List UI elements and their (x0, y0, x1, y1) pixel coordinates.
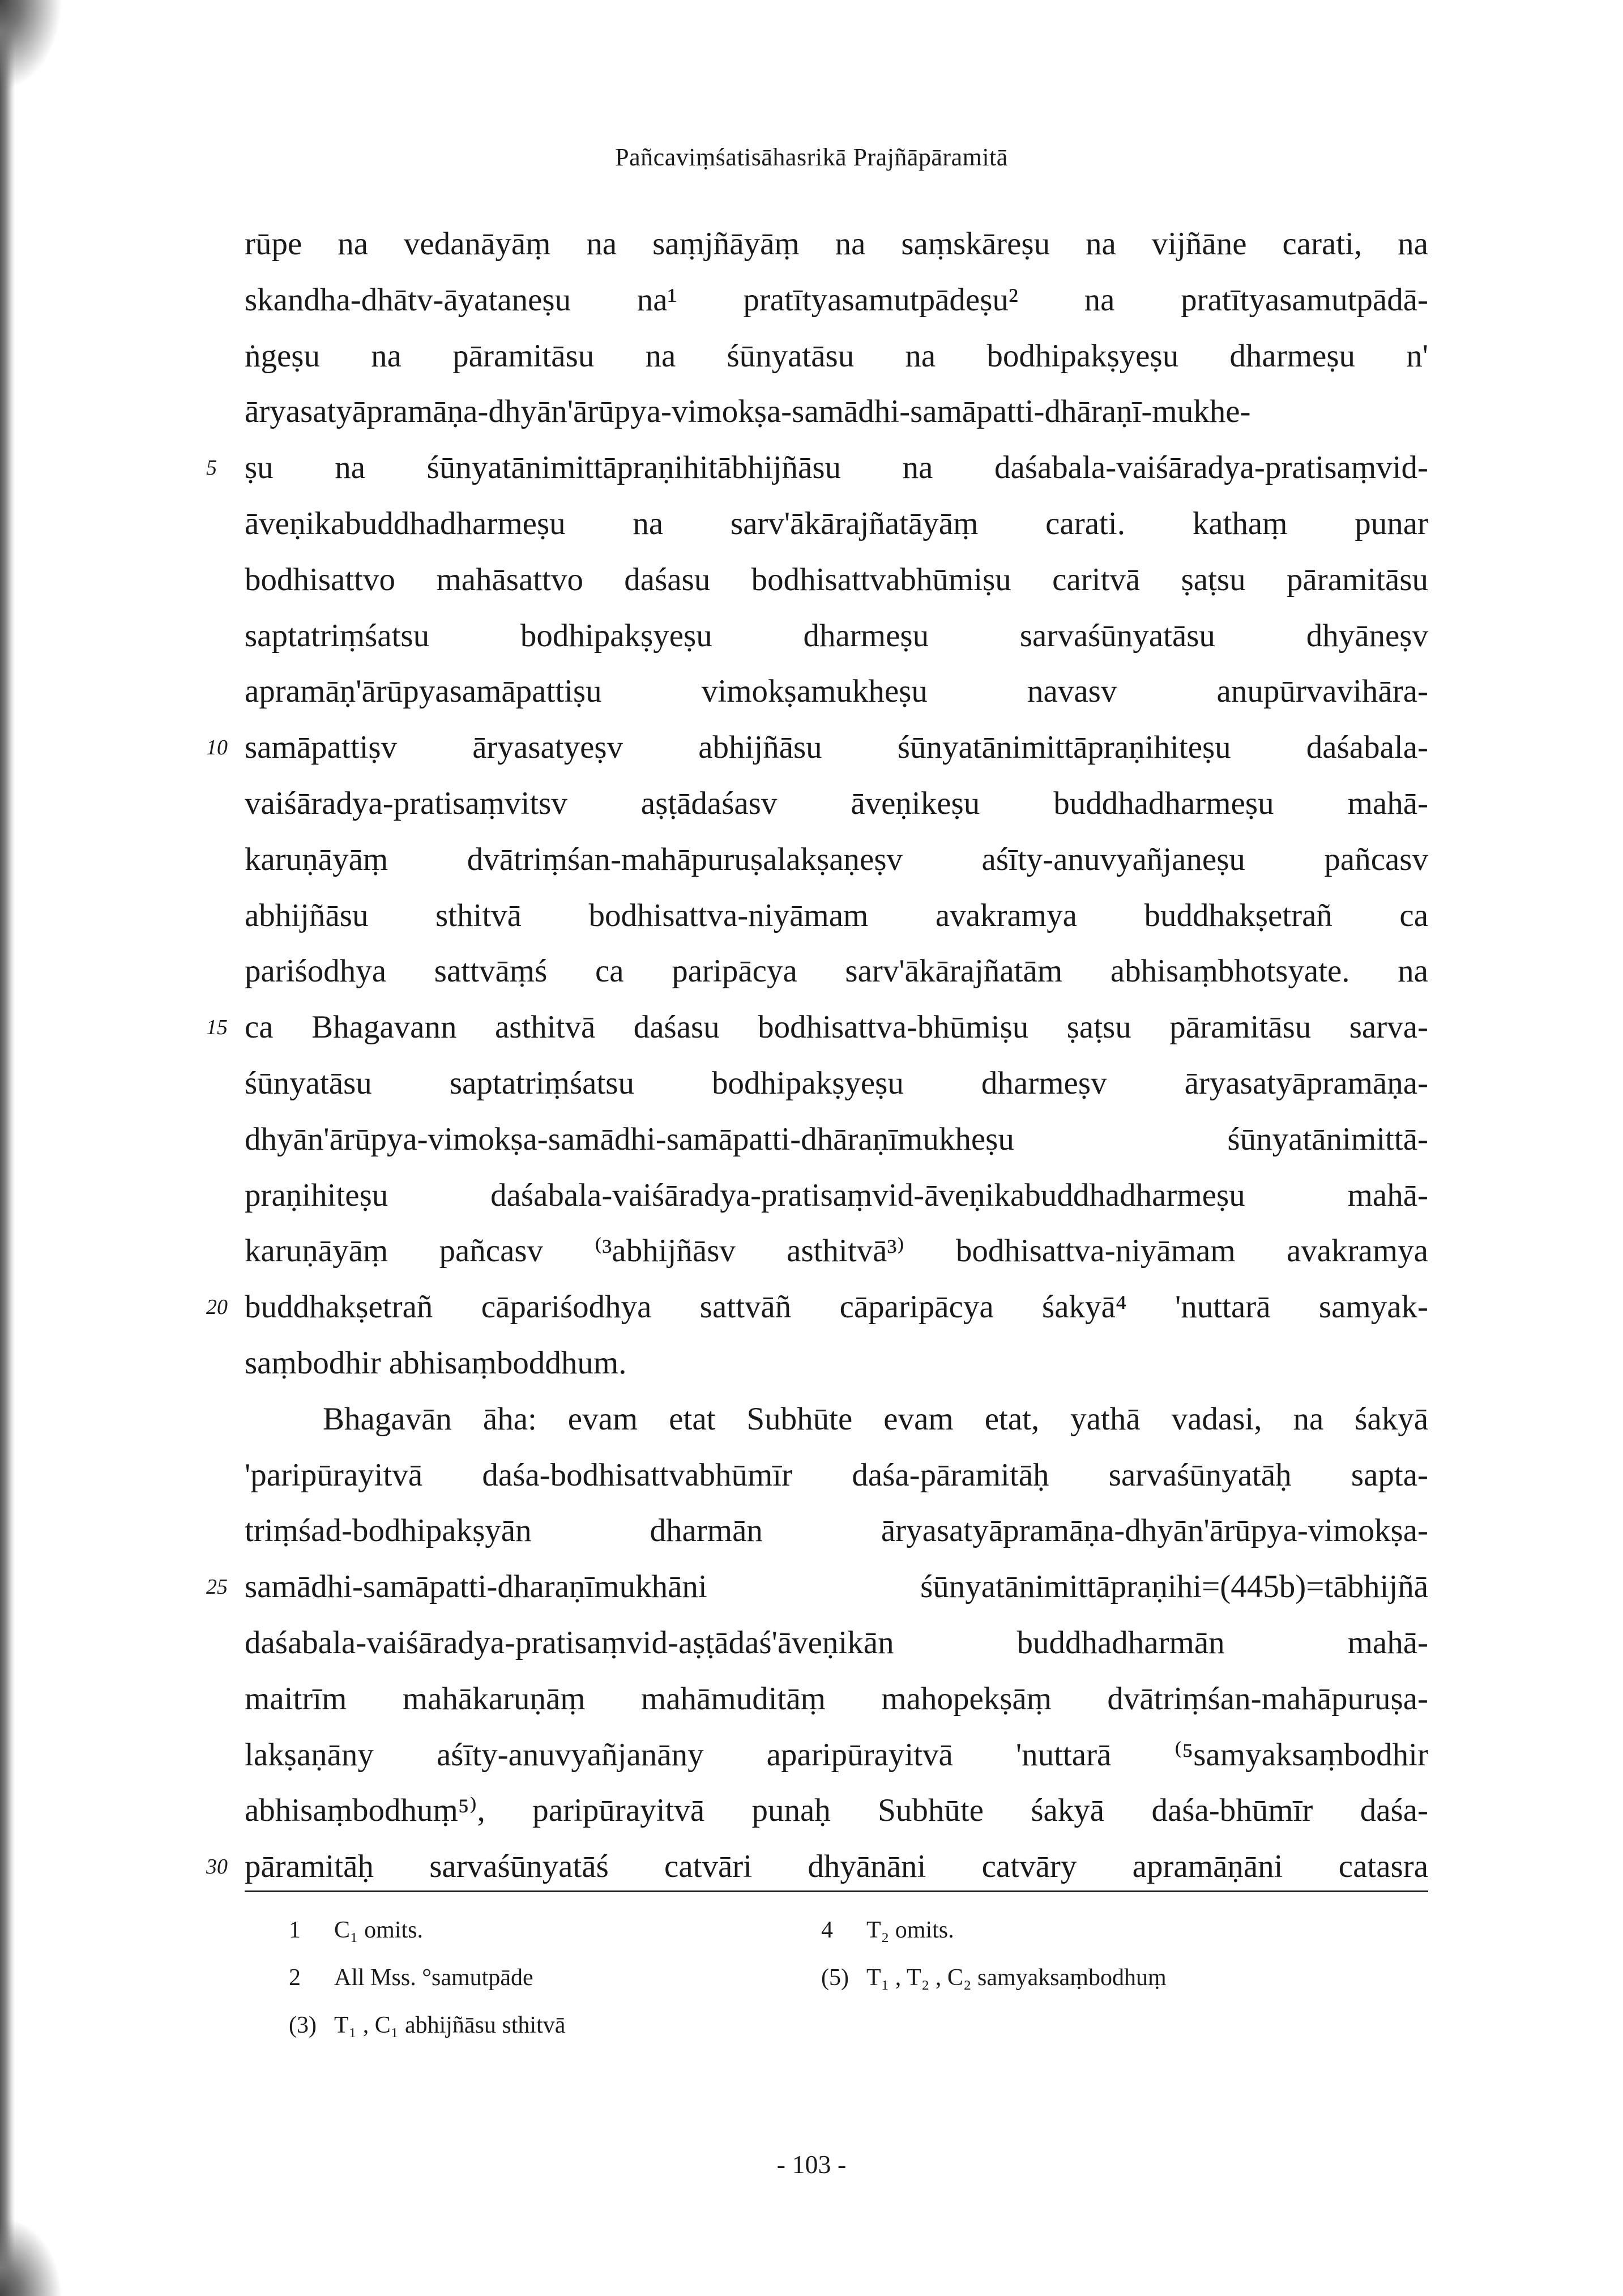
line-text: apramāṇ'ārūpyasamāpattiṣu vimokṣamukheṣu navasv anupūrvavihāra- (245, 673, 1428, 710)
line-text: vaiśāradya-pratisaṃvitsv aṣṭādaśasv āveṇikeṣu buddhadharmeṣu mahā- (245, 785, 1428, 821)
text-line (245, 608, 1428, 664)
text-line (245, 832, 1428, 888)
text-line (245, 944, 1428, 1000)
line-text: saṃbodhir abhisaṃboddhum. (245, 1345, 627, 1381)
text-line (245, 776, 1428, 832)
text-line (206, 1559, 1428, 1615)
text-line (206, 1839, 1428, 1895)
text-line (245, 552, 1428, 608)
line-text: karuṇāyāṃ pañcasv ⁽³abhijñāsv asthitvā³⁾ bodhisattva-niyāmam avakramya (245, 1233, 1428, 1269)
scan-shadow-bottom (0, 2217, 62, 2296)
footnote (289, 1913, 821, 1947)
footnote-text: T₂ omits. (866, 1917, 954, 1943)
footnote (289, 1961, 821, 1995)
line-text: bodhisattvo mahāsattvo daśasu bodhisattvabhūmiṣu caritvā ṣaṭsu pāramitāsu (245, 561, 1428, 598)
scan-shadow-top (0, 0, 62, 91)
text-line (245, 1615, 1428, 1671)
line-text: pāramitāḥ sarvaśūnyatāś catvāri dhyānāni catvāry apramāṇāni catasra (245, 1849, 1428, 1885)
line-text: ṣu na śūnyatānimittāpraṇihitābhijñāsu na daśabala-vaiśāradya-pratisaṃvid- (245, 450, 1428, 486)
text-line (245, 888, 1428, 944)
text-line (206, 1279, 1428, 1335)
text-line (206, 1000, 1428, 1056)
line-number: 30 (206, 1855, 228, 1879)
text-line (206, 720, 1428, 776)
line-number: 10 (206, 736, 228, 760)
text-line (245, 1671, 1428, 1727)
line-number: 20 (206, 1295, 228, 1320)
line-text: abhisaṃbodhuṃ⁵⁾, paripūrayitvā punaḥ Subhūte śakyā daśa-bhūmīr daśa- (245, 1793, 1428, 1829)
line-text: samāpattiṣv āryasatyeṣv abhijñāsu śūnyatānimittāpraṇihiteṣu daśabala- (245, 729, 1428, 766)
footnote-key: 1 (289, 1917, 301, 1943)
text-line (245, 1335, 1428, 1392)
footnote-text: T₁ , T₂ , C₂ samyaksaṃbodhuṃ (866, 1965, 1167, 1991)
line-text: maitrīm mahākaruṇāṃ mahāmuditāṃ mahopekṣāṃ dvātriṃśan-mahāpuruṣa- (245, 1680, 1428, 1717)
line-text: āryasatyāpramāṇa-dhyān'ārūpya-vimokṣa-samādhi-samāpatti-dhāraṇī-mukhe- (245, 394, 1251, 430)
running-head: Pañcaviṃśatisāhasrikā Prajñāpāramitā (615, 143, 1008, 171)
text-line (245, 1783, 1428, 1839)
footnote-key: 4 (821, 1917, 833, 1943)
footnote-text: All Mss. °samutpāde (334, 1965, 533, 1991)
line-text: 'paripūrayitvā daśa-bodhisattvabhūmīr daśa-pāramitāḥ sarvaśūnyatāḥ sapta- (245, 1457, 1428, 1493)
text-line (245, 1056, 1428, 1112)
footnote-text: T₁ , C₁ abhijñāsu sthitvā (334, 2012, 566, 2038)
line-text: saptatriṃśatsu bodhipakṣyeṣu dharmeṣu sarvaśūnyatāsu dhyāneṣv (245, 617, 1428, 654)
text-line (245, 496, 1428, 552)
text-line (245, 1168, 1428, 1224)
page-number: - 103 - (776, 2150, 847, 2179)
text-line (245, 664, 1428, 720)
line-text: daśabala-vaiśāradya-pratisaṃvid-aṣṭādaś'āveṇikān buddhadharmān mahā- (245, 1624, 1428, 1661)
line-text: ca Bhagavann asthitvā daśasu bodhisattva-bhūmiṣu ṣaṭsu pāramitāsu sarva- (245, 1009, 1428, 1045)
text-line (206, 440, 1428, 496)
footnotes (289, 1913, 1421, 2042)
line-number: 25 (206, 1575, 228, 1599)
text-line (245, 328, 1428, 385)
line-text: praṇihiteṣu daśabala-vaiśāradya-pratisaṃvid-āveṇikabuddhadharmeṣu mahā- (245, 1177, 1428, 1213)
line-text: rūpe na vedanāyāṃ na saṃjñāyāṃ na saṃskāreṣu na vijñāne carati, na (245, 226, 1428, 262)
text-line (245, 1727, 1428, 1783)
line-text: āveṇikabuddhadharmeṣu na sarv'ākārajñatāyāṃ carati. kathaṃ punar (245, 505, 1428, 541)
line-text: abhijñāsu sthitvā bodhisattva-niyāmam avakramya buddhakṣetrañ ca (245, 897, 1428, 933)
text-line (245, 384, 1428, 440)
footnote-text: C₁ omits. (334, 1917, 424, 1943)
scan-shadow-edge (0, 0, 15, 2296)
footnote-key: (5) (821, 1965, 849, 1991)
line-text: Bhagavān āha: evam etat Subhūte evam etat, yathā vadasi, na śakyā (323, 1401, 1428, 1437)
footnote-divider (245, 1890, 1428, 1892)
text-line (245, 216, 1428, 272)
line-text: lakṣaṇāny aśīty-anuvyañjanāny aparipūrayitvā 'nuttarā ⁽⁵samyaksaṃbodhir (245, 1736, 1428, 1773)
main-text (206, 216, 1428, 1895)
text-line (245, 1503, 1428, 1559)
footnote (289, 2008, 821, 2042)
line-text: skandha-dhātv-āyataneṣu na¹ pratītyasamutpādeṣu² na pratītyasamutpādā- (245, 281, 1428, 318)
footnote (821, 1913, 1387, 1947)
line-number: 5 (206, 456, 217, 480)
text-line (245, 272, 1428, 328)
text-line (245, 1223, 1428, 1279)
line-text: triṃśad-bodhipakṣyān dharmān āryasatyāpramāṇa-dhyān'ārūpya-vimokṣa- (245, 1513, 1428, 1549)
line-text: buddhakṣetrañ cāpariśodhya sattvāñ cāparipācya śakyā⁴ 'nuttarā samyak- (245, 1289, 1428, 1325)
line-text: pariśodhya sattvāṃś ca paripācya sarv'ākārajñatām abhisaṃbhotsyate. na (245, 953, 1428, 989)
footnote-key: (3) (289, 2012, 317, 2038)
footnote-key: 2 (289, 1965, 301, 1991)
line-text: karuṇāyāṃ dvātriṃśan-mahāpuruṣalakṣaṇeṣv aśīty-anuvyañjaneṣu pañcasv (245, 841, 1428, 877)
line-number: 15 (206, 1015, 228, 1040)
line-text: śūnyatāsu saptatriṃśatsu bodhipakṣyeṣu dharmeṣv āryasatyāpramāṇa- (245, 1065, 1428, 1101)
text-line (245, 1392, 1428, 1448)
line-text: dhyān'ārūpya-vimokṣa-samādhi-samāpatti-dhāraṇīmukheṣu śūnyatānimittā- (245, 1121, 1428, 1157)
text-line (245, 1112, 1428, 1168)
line-text: ṅgeṣu na pāramitāsu na śūnyatāsu na bodhipakṣyeṣu dharmeṣu n' (245, 338, 1428, 374)
footnote (821, 1961, 1387, 1995)
line-text: samādhi-samāpatti-dharaṇīmukhāni śūnyatānimittāpraṇihi=(445b)=tābhijñā (245, 1569, 1428, 1605)
text-line (245, 1448, 1428, 1504)
